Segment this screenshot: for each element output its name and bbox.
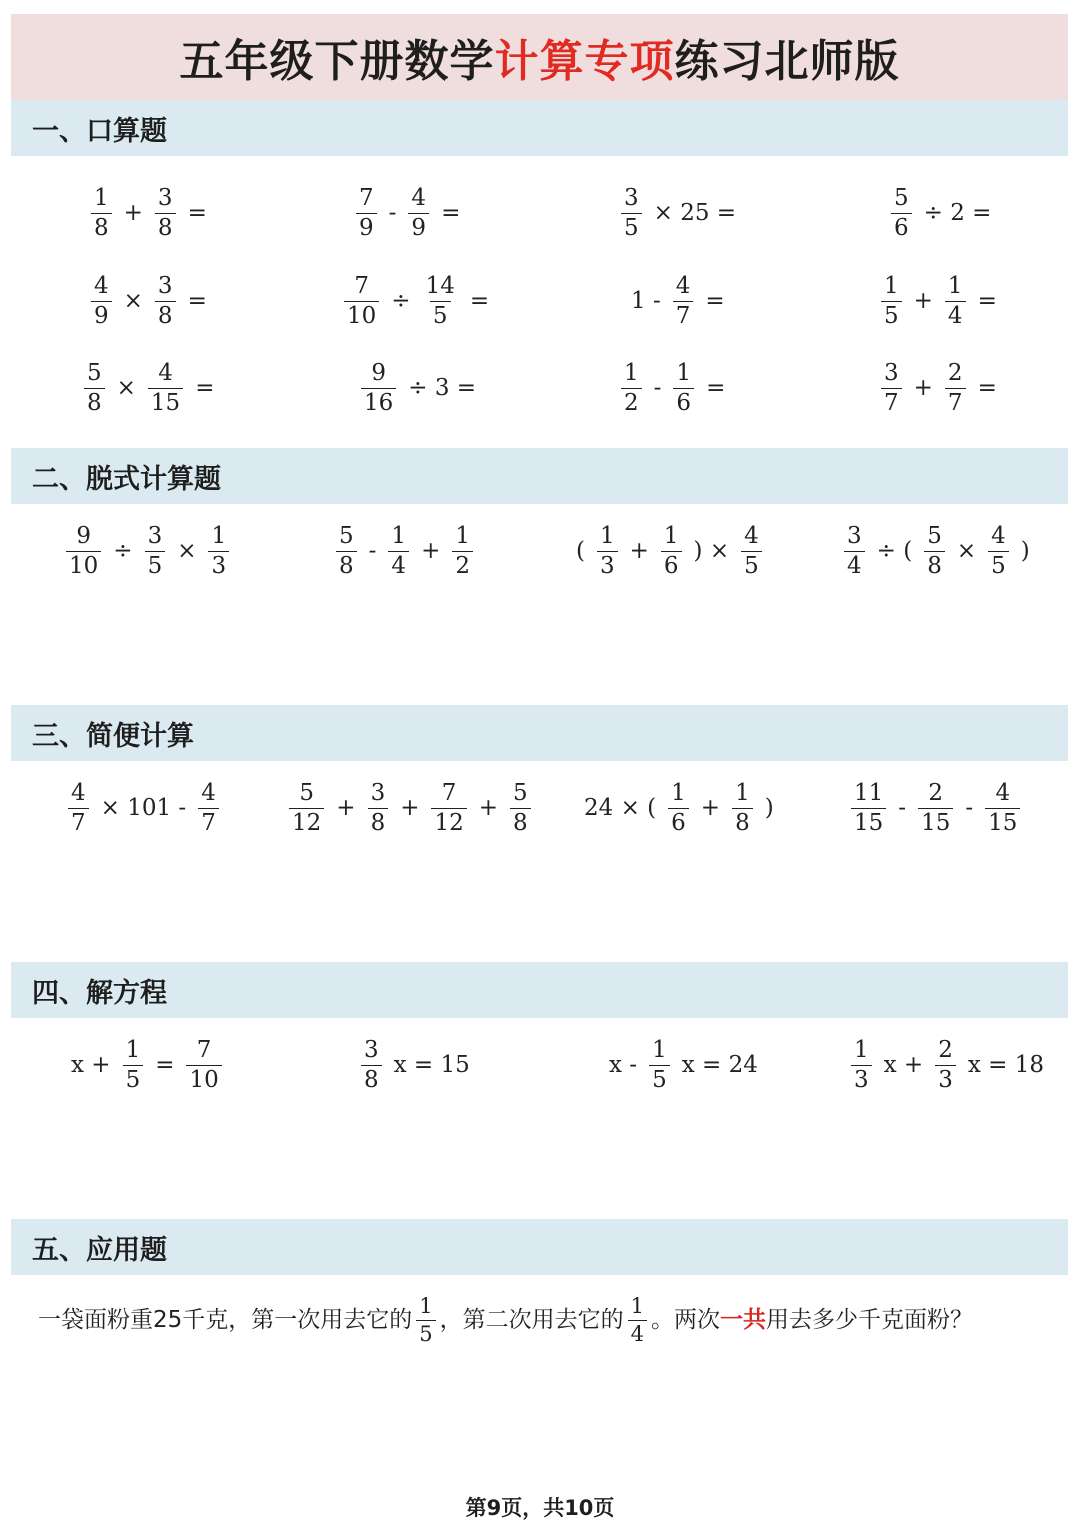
denominator: 5 — [430, 301, 451, 328]
fraction — [732, 779, 753, 836]
problem-text-3: 。两次 — [651, 1307, 721, 1333]
operator: 24 × ( — [584, 795, 657, 821]
operator: = — [705, 288, 725, 314]
numerator: 1 — [854, 1036, 869, 1063]
fraction — [408, 184, 429, 241]
denominator: 8 — [155, 213, 176, 240]
denominator: 15 — [851, 808, 886, 835]
numerator: 1 — [735, 779, 750, 806]
tuoshi-row — [0, 516, 1080, 586]
fraction — [368, 779, 389, 836]
fraction — [945, 359, 966, 416]
operator: + — [400, 795, 420, 821]
denominator: 3 — [597, 551, 618, 578]
fraction — [881, 272, 902, 329]
numerator: 1 — [624, 359, 639, 386]
operator: ÷ — [391, 288, 411, 314]
fraction — [145, 522, 166, 579]
operator: + — [421, 538, 441, 564]
numerator: 1 — [947, 272, 963, 299]
denominator: 4 — [628, 1320, 647, 1345]
denominator: 10 — [186, 1065, 221, 1092]
operator: x + — [71, 1052, 111, 1078]
denominator: 8 — [91, 213, 112, 240]
fraction — [452, 522, 473, 579]
operator: x = 15 — [393, 1052, 470, 1078]
operator: x + — [883, 1052, 924, 1078]
operator: + — [913, 288, 933, 314]
fraction — [84, 359, 105, 416]
math-expression — [845, 1030, 1050, 1100]
fraction — [597, 522, 618, 579]
operator: ÷ 2 = — [923, 200, 992, 226]
numerator: 4 — [991, 522, 1006, 549]
operator: + — [478, 795, 499, 821]
fraction — [628, 1296, 647, 1345]
denominator: 8 — [924, 551, 945, 578]
denominator: 3 — [851, 1065, 872, 1092]
fraction — [148, 359, 183, 416]
operator: × — [956, 538, 977, 564]
operator: = — [469, 288, 490, 314]
denominator: 16 — [361, 388, 396, 415]
operator: + — [913, 375, 933, 401]
numerator: 1 — [94, 184, 109, 211]
fraction — [918, 779, 953, 836]
numerator: 7 — [354, 272, 369, 299]
operator: + — [336, 795, 356, 821]
fraction — [198, 779, 219, 836]
numerator: 4 — [995, 779, 1011, 806]
fraction — [935, 1036, 956, 1093]
section-header-kousuan: 一、口算题 — [11, 100, 1068, 156]
fraction — [673, 359, 694, 416]
numerator: 2 — [938, 1036, 953, 1063]
numerator: 4 — [201, 779, 216, 806]
denominator: 6 — [891, 213, 912, 240]
denominator: 8 — [368, 808, 389, 835]
math-expression — [78, 353, 220, 423]
operator: ÷ ( — [876, 538, 913, 564]
math-expression — [338, 266, 495, 336]
operator: × 25 = — [653, 200, 737, 226]
numerator: 3 — [364, 1036, 379, 1063]
numerator: 4 — [744, 522, 759, 549]
operator: = — [155, 1052, 175, 1078]
denominator: 15 — [985, 808, 1020, 835]
operator: ) — [1020, 538, 1030, 564]
jianbian-row — [0, 773, 1080, 843]
problem-text-4: 用去多少千克面粉？ — [766, 1307, 974, 1333]
math-expression — [283, 773, 537, 843]
numerator: 5 — [894, 184, 909, 211]
numerator: 4 — [411, 184, 427, 211]
numerator: 4 — [71, 779, 86, 806]
problem-text-1: 一袋面粉重25千克，第一次用去它的 — [38, 1307, 413, 1333]
denominator: 9 — [356, 213, 377, 240]
denominator: 5 — [123, 1065, 144, 1092]
numerator: 1 — [671, 779, 686, 806]
math-expression — [875, 353, 1003, 423]
denominator: 8 — [155, 301, 176, 328]
math-expression — [570, 516, 768, 586]
operator: - — [898, 795, 907, 821]
operator: = — [187, 200, 207, 226]
denominator: 9 — [408, 213, 429, 240]
denominator: 8 — [510, 808, 531, 835]
section-header-tuoshi: 二、脱式计算题 — [11, 448, 1068, 504]
section-header-yingyong: 五、应用题 — [11, 1219, 1068, 1275]
numerator: 4 — [94, 272, 109, 299]
denominator: 8 — [336, 551, 357, 578]
denominator: 5 — [649, 1065, 670, 1092]
denominator: 5 — [416, 1320, 435, 1345]
numerator: 1 — [125, 1036, 141, 1063]
denominator: 6 — [668, 808, 689, 835]
math-expression — [350, 178, 466, 248]
fraction — [344, 272, 379, 329]
denominator: 6 — [673, 388, 694, 415]
operator: + — [629, 538, 649, 564]
numerator: 1 — [391, 522, 407, 549]
fraction — [621, 359, 642, 416]
math-expression — [875, 266, 1003, 336]
fraction — [388, 522, 409, 579]
math-expression — [615, 178, 742, 248]
math-expression — [330, 516, 479, 586]
operator: × — [123, 288, 143, 314]
denominator: 8 — [84, 388, 105, 415]
denominator: 15 — [918, 808, 953, 835]
math-expression — [838, 516, 1036, 586]
numerator: 5 — [513, 779, 528, 806]
fraction — [123, 1036, 144, 1093]
fraction — [155, 272, 176, 329]
denominator: 5 — [741, 551, 762, 578]
denominator: 10 — [66, 551, 101, 578]
fraction — [416, 1296, 435, 1345]
operator: = — [706, 375, 726, 401]
denominator: 10 — [344, 301, 379, 328]
fraction — [186, 1036, 221, 1093]
operator: x = 24 — [681, 1052, 758, 1078]
math-expression — [85, 178, 213, 248]
denominator: 12 — [289, 808, 324, 835]
math-expression — [62, 773, 225, 843]
fraction — [510, 779, 531, 836]
numerator: 2 — [928, 779, 944, 806]
fraction — [945, 272, 966, 329]
fraction — [621, 184, 642, 241]
fraction — [881, 359, 902, 416]
fraction — [924, 522, 945, 579]
operator: ) — [764, 795, 774, 821]
fraction — [851, 1036, 872, 1093]
numerator: 1 — [419, 1294, 433, 1318]
fraction — [985, 779, 1020, 836]
operator: = — [977, 375, 997, 401]
denominator: 4 — [388, 551, 409, 578]
problem-highlight: 一共 — [720, 1307, 767, 1333]
page-footer: 第9页，共10页 — [465, 1496, 615, 1520]
fraction — [289, 779, 324, 836]
math-expression — [885, 178, 997, 248]
numerator: 7 — [359, 184, 374, 211]
fraction — [66, 522, 101, 579]
denominator: 3 — [935, 1065, 956, 1092]
math-expression — [845, 773, 1026, 843]
numerator: 5 — [339, 522, 354, 549]
fraction — [208, 522, 229, 579]
fraction — [673, 272, 694, 329]
numerator: 1 — [652, 1036, 667, 1063]
operator: ÷ 3 = — [408, 375, 477, 401]
denominator: 8 — [361, 1065, 382, 1092]
numerator: 4 — [158, 359, 173, 386]
operator: = — [187, 288, 207, 314]
numerator: 1 — [455, 522, 470, 549]
problem-text-2: ，第二次用去它的 — [439, 1307, 624, 1333]
numerator: 3 — [847, 522, 862, 549]
fraction — [649, 1036, 670, 1093]
math-expression — [615, 353, 731, 423]
denominator: 7 — [198, 808, 219, 835]
denominator: 3 — [208, 551, 229, 578]
math-expression — [625, 266, 731, 336]
fraction — [988, 522, 1009, 579]
operator: + — [123, 200, 143, 226]
operator: ) × — [693, 538, 730, 564]
fraction — [423, 272, 458, 329]
numerator: 3 — [370, 779, 386, 806]
numerator: 5 — [299, 779, 314, 806]
kousuan-row-3 — [0, 353, 1080, 423]
operator: × — [177, 538, 197, 564]
numerator: 1 — [599, 522, 615, 549]
section-header-fangcheng: 四、解方程 — [11, 962, 1068, 1018]
denominator: 7 — [881, 388, 902, 415]
numerator: 3 — [147, 522, 163, 549]
denominator: 4 — [945, 301, 966, 328]
numerator: 3 — [157, 272, 173, 299]
operator: × 101 - — [100, 795, 187, 821]
numerator: 1 — [676, 359, 692, 386]
numerator: 2 — [947, 359, 963, 386]
fraction — [68, 779, 89, 836]
fraction — [844, 522, 865, 579]
fraction — [155, 184, 176, 241]
operator: = — [977, 288, 997, 314]
fraction — [361, 359, 396, 416]
denominator: 2 — [452, 551, 473, 578]
denominator: 15 — [148, 388, 183, 415]
math-expression — [355, 1030, 476, 1100]
fraction — [741, 522, 762, 579]
denominator: 8 — [732, 808, 753, 835]
word-problem — [38, 1292, 1048, 1348]
operator: x = 18 — [967, 1052, 1044, 1078]
fangcheng-row — [0, 1030, 1080, 1100]
numerator: 3 — [624, 184, 639, 211]
numerator: 14 — [425, 272, 455, 299]
fraction — [431, 779, 466, 836]
operator: - — [388, 200, 397, 226]
kousuan-row-1 — [0, 178, 1080, 248]
numerator: 1 — [884, 272, 899, 299]
operator: × — [116, 375, 136, 401]
math-expression — [603, 1030, 764, 1100]
math-expression — [85, 266, 213, 336]
numerator: 7 — [441, 779, 457, 806]
fraction — [668, 779, 689, 836]
denominator: 5 — [881, 301, 902, 328]
denominator: 5 — [988, 551, 1009, 578]
title-suffix: 练习北师版 — [674, 36, 900, 87]
denominator: 5 — [621, 213, 642, 240]
operator: x - — [609, 1052, 638, 1078]
denominator: 6 — [661, 551, 682, 578]
operator: - — [653, 375, 662, 401]
numerator: 3 — [157, 184, 173, 211]
denominator: 5 — [145, 551, 166, 578]
numerator: 4 — [675, 272, 691, 299]
denominator: 7 — [945, 388, 966, 415]
fraction — [91, 184, 112, 241]
fraction — [91, 272, 112, 329]
numerator: 5 — [87, 359, 102, 386]
numerator: 9 — [76, 522, 91, 549]
operator: ( — [576, 538, 585, 564]
numerator: 7 — [196, 1036, 212, 1063]
title-highlight: 计算专项 — [494, 36, 675, 87]
fraction — [336, 522, 357, 579]
kousuan-row-2 — [0, 266, 1080, 336]
numerator: 3 — [884, 359, 899, 386]
fraction — [356, 184, 377, 241]
operator: = — [195, 375, 215, 401]
denominator: 7 — [673, 301, 694, 328]
title-prefix: 五年级下册数学 — [179, 36, 495, 87]
fraction — [361, 1036, 382, 1093]
math-expression — [355, 353, 482, 423]
operator: - — [368, 538, 377, 564]
math-expression — [60, 516, 235, 586]
numerator: 9 — [371, 359, 386, 386]
denominator: 12 — [431, 808, 466, 835]
operator: ÷ — [113, 538, 133, 564]
denominator: 9 — [91, 301, 112, 328]
section-header-jianbian: 三、简便计算 — [11, 705, 1068, 761]
denominator: 7 — [68, 808, 89, 835]
fraction — [661, 522, 682, 579]
numerator: 11 — [854, 779, 884, 806]
page-title — [11, 14, 1068, 100]
numerator: 5 — [927, 522, 942, 549]
numerator: 1 — [630, 1294, 645, 1318]
denominator: 4 — [844, 551, 865, 578]
math-expression — [578, 773, 780, 843]
operator: 1 - — [631, 288, 661, 314]
math-expression — [65, 1030, 228, 1100]
operator: - — [965, 795, 974, 821]
denominator: 2 — [621, 388, 642, 415]
numerator: 1 — [663, 522, 679, 549]
fraction — [891, 184, 912, 241]
fraction — [851, 779, 886, 836]
numerator: 1 — [211, 522, 227, 549]
operator: + — [700, 795, 721, 821]
operator: = — [441, 200, 461, 226]
